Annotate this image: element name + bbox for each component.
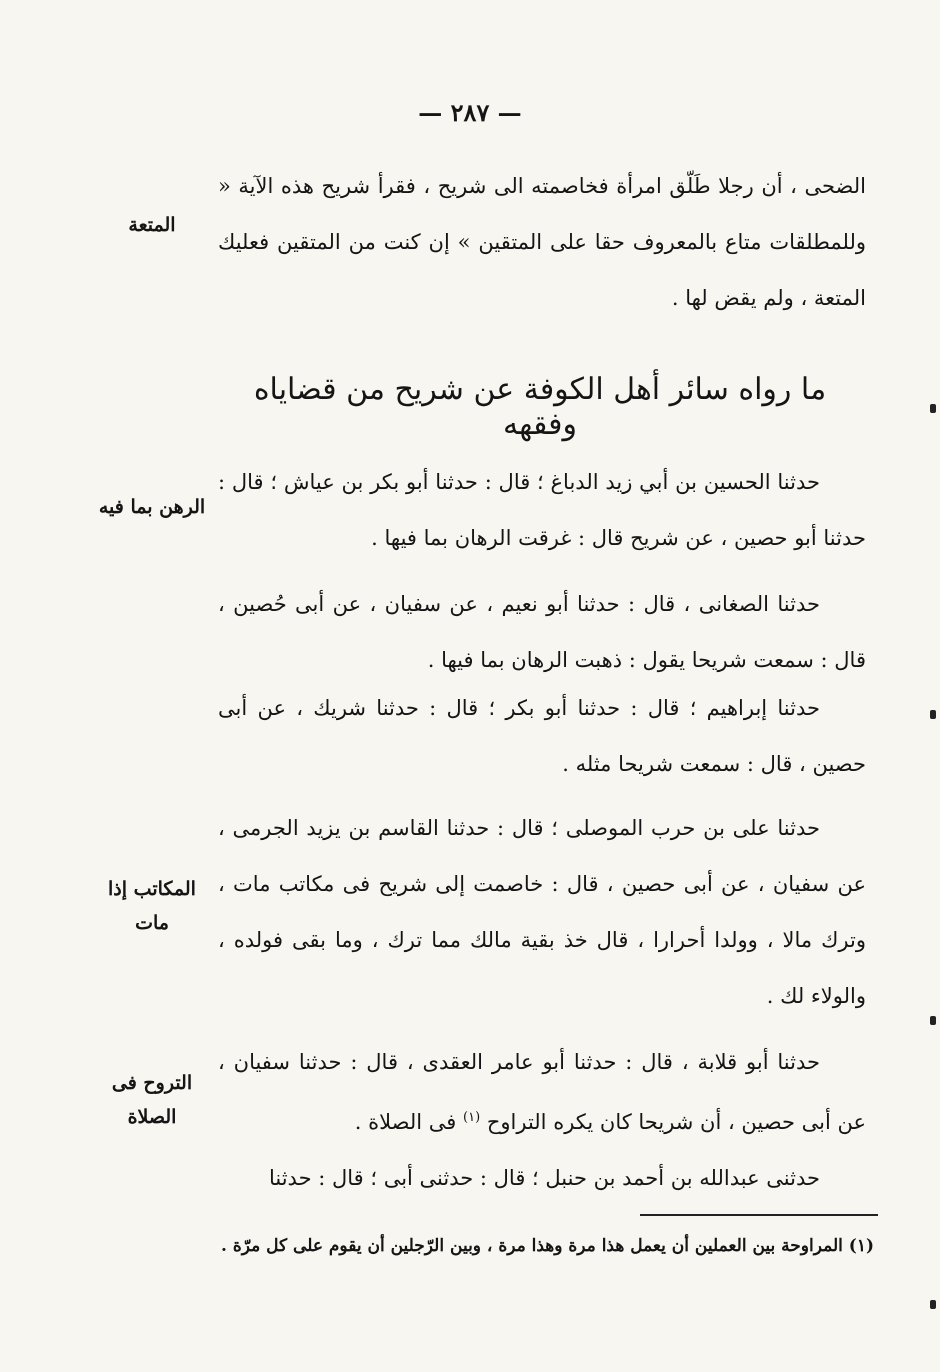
scan-speck [930, 1016, 936, 1025]
paragraph-6 [218, 1034, 866, 1150]
margin-note-tarawuh: التروح فى الصلاة [111, 1072, 193, 1128]
paragraph-1: الضحى ، أن رجلا طَلّق امرأة فخاصمته الى شريح ، فقرأ شريح هذه الآية « وللمطلقات متاع بالمعروف حقا على المتقين » إن كنت من المتقين فعليك المتعة ، ولم يقض لها . [218, 174, 866, 310]
margin-note-rahn: الرهن بما فيه [98, 496, 206, 518]
footnote-reference: (١) [463, 1110, 481, 1125]
margin-note-mukatab: المكاتب إذا مات [108, 878, 196, 934]
paragraph-4: حدثنا إبراهيم ؛ قال : حدثنا أبو بكر ؛ قال : حدثنا شريك ، عن أبى حصين ، قال : سمعت شريحا مثله . [218, 696, 866, 776]
page-number: — ٢٨٧ — [418, 98, 522, 127]
footnote: (١) المراوحة بين العملين أن يعمل هذا مرة وهذا مرة ، وبين الرّجلين أن يقوم على كل مرّة . [221, 1236, 874, 1256]
scan-speck [930, 1300, 936, 1309]
paragraph-7: حدثنى عبدالله بن أحمد بن حنبل ؛ قال : حدثنى أبى ؛ قال : حدثنا [268, 1166, 820, 1190]
paragraph-5: حدثنا على بن حرب الموصلى ؛ قال : حدثنا القاسم بن يزيد الجرمى ، عن سفيان ، عن أبى حصين ، قال : خاصمت إلى شريح فى مكاتب مات ، وترك مالا ، وولدا أحرارا ، قال خذ بقية مالك مما ترك ، وما بقى فولده ، والولاء لك . [218, 816, 866, 1008]
footnote-divider [640, 1214, 878, 1216]
section-heading: ما رواه سائر أهل الكوفة عن شريح من قضاياه وفقهه [253, 372, 827, 442]
paragraph-3: حدثنا الصغانى ، قال : حدثنا أبو نعيم ، عن سفيان ، عن أبى حُصين ، قال : سمعت شريحا يقول : ذهبت الرهان بما فيها . [218, 592, 866, 672]
paragraph-2: حدثنا الحسين بن أبي زيد الدباغ ؛ قال : حدثنا أبو بكر بن عياش ؛ قال : حدثنا أبو حصين ، عن شريح قال : غرقت الرهان بما فيها . [218, 470, 866, 550]
paragraph-6-main: حدثنا أبو قلابة ، قال : حدثنا أبو عامر العقدى ، قال : حدثنا سفيان ، عن أبى حصين ، أن شريحا كان يكره التراوح [218, 1050, 866, 1134]
margin-note-mut3a: المتعة [128, 214, 176, 236]
scan-speck [930, 404, 936, 413]
scan-speck [930, 710, 936, 719]
paragraph-6-end: فى الصلاة . [354, 1110, 457, 1134]
